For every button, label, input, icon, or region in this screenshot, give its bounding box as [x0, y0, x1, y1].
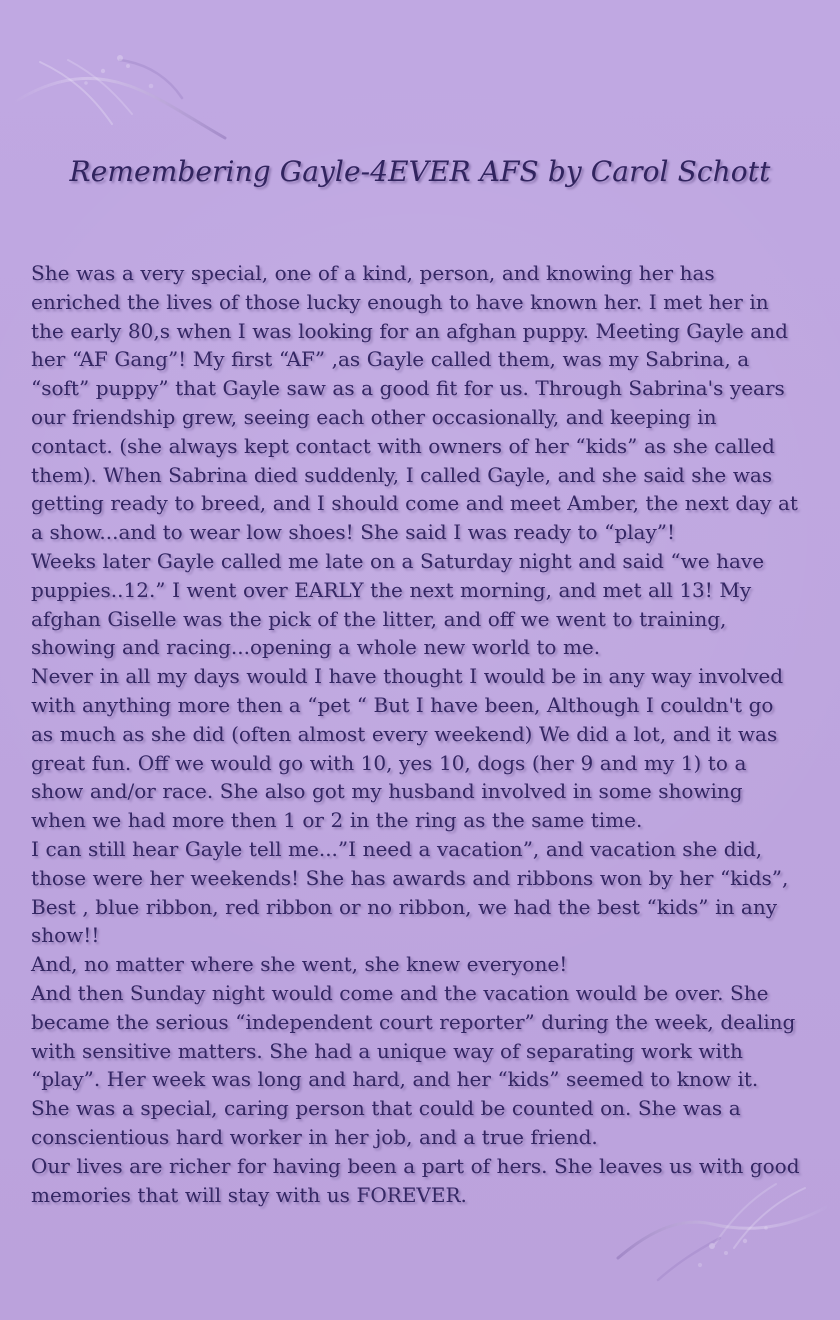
floral-flourish-top-icon: [0, 40, 240, 160]
paragraph-2: Weeks later Gayle called me late on a Saturday night and said “we have puppies..12.” I went over EARLY the next morning, and met all 13! My afghan Giselle was the pick of the litter, and off we went to training, showing and racing...opening a whole new world to me.: [31, 548, 765, 660]
paragraph-4: I can still hear Gayle tell me...”I need a vacation”, and vacation she did, those were her weekends! She has awards and ribbons won by her “kids”, Best , blue ribbon, red ribbon or no ribbon, we had the best “kids” in any show!!: [31, 836, 789, 948]
paragraph-1: She was a very special, one of a kind, person, and knowing her has enriched the lives of those lucky enough to have known her. I met her in the early 80,s when I was looking for an afghan puppy. Meeting Gayle and her “AF Gang”! My first “AF” ,as Gayle called them, was my Sabrina, a “soft” puppy” that Gayle saw as a good fit for us. Through Sabrina's years our friendship grew, seeing each other occasionally, and keeping in contact. (she always kept contact with owners of her “kids” as she called them). When Sabrina died suddenly, I called Gayle, and she said she was getting ready to breed, and I should come and meet Amber, the next day at a show...and to wear low shoes! She said I was ready to “play”!: [31, 261, 798, 545]
paragraph-7: Our lives are richer for having been a part of hers. She leaves us with good memories that will stay with us FOREVER.: [31, 1153, 800, 1207]
page-title: Remembering Gayle-4EVER AFS by Carol Schott: [69, 154, 771, 188]
paragraph-3: Never in all my days would I have thought I would be in any way involved with anything more then a “pet “ But I have been, Although I couldn't go as much as she did (often almost every weekend) We did a lot, and it was great fun. Off we would go with 10, yes 10, dogs (her 9 and my 1) to a show and/or race. She also got my husband involved in some showing when we had more then 1 or 2 in the ring as the same time.: [31, 664, 784, 833]
paragraph-5: And, no matter where she went, she knew everyone!: [31, 952, 568, 977]
memorial-text: [31, 259, 801, 1209]
paragraph-6: And then Sunday night would come and the vacation would be over. She became the serious “independent court reporter” during the week, dealing with sensitive matters. She had a unique way of separating work with “play”. Her week was long and hard, and her “kids” seemed to know it. She was a special, caring person that could be counted on. She was a conscientious hard worker in her job, and a true friend.: [31, 980, 796, 1149]
